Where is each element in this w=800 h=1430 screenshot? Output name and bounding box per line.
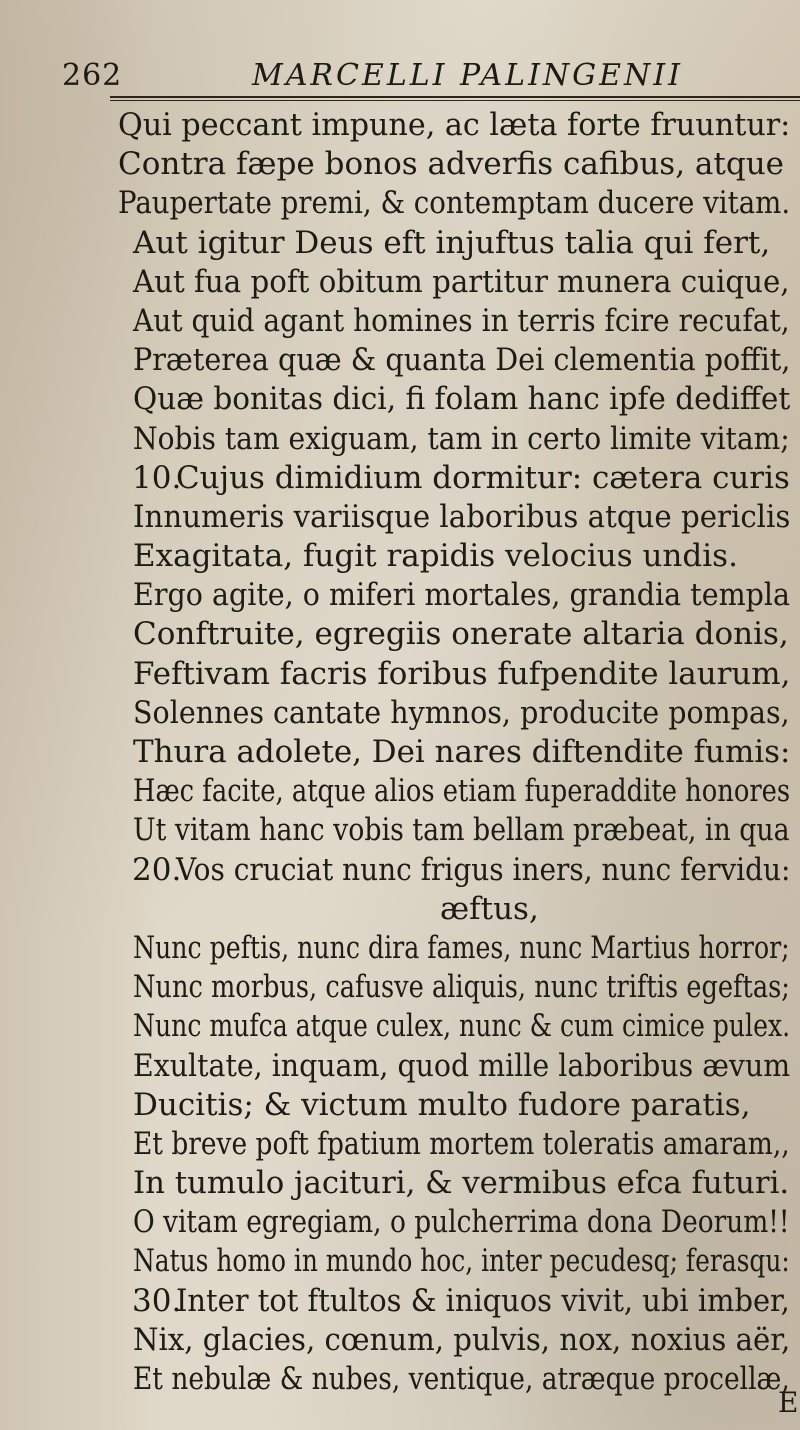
verse-text: Nix, glacies, cœnum, pulvis, nox, noxius aër,: [133, 1321, 791, 1358]
verse-line: [0, 1321, 800, 1360]
verse-line: [0, 1203, 800, 1242]
page-number: 262: [62, 58, 123, 93]
verse-text: Thura adolete, Dei nares diftendite fumis:: [133, 734, 791, 770]
verse-line: [0, 420, 800, 459]
verse-block: [0, 106, 800, 1399]
verse-text: Aut fua poft obitum partitur munera cuique,: [133, 263, 790, 300]
verse-text: Exultate, inquam, quod mille laboribus ævum: [133, 1047, 791, 1084]
verse-text: Præterea quæ & quanta Dei clementia poffit,: [133, 342, 791, 379]
verse-line: [0, 811, 800, 850]
verse-line: [0, 1360, 800, 1399]
verse-text: Cujus dimidium dormitur: cætera curis: [176, 459, 790, 496]
verse-text: In tumulo jacituri, & vermibus efca futuri.: [133, 1165, 790, 1202]
verse-text: Hæc facite, atque alios etiam fuperaddite honores: [133, 773, 791, 810]
verse-line: [0, 459, 800, 498]
verse-line: [0, 224, 800, 263]
verse-line: [0, 1007, 800, 1046]
verse-line: [0, 1086, 800, 1125]
verse-line: [0, 968, 800, 1007]
verse-text: Contra fæpe bonos adverfis cafibus, atque: [118, 146, 785, 183]
verse-line: [0, 145, 800, 184]
verse-text: Nunc mufca atque culex, nunc & cum cimice pulex.: [133, 1008, 791, 1045]
verse-line: [0, 929, 800, 968]
verse-text: Ut vitam hanc vobis tam bellam præbeat, in qua: [133, 812, 790, 849]
verse-line: [0, 302, 800, 341]
verse-text: Ducitis; & victum multo fudore paratis,: [133, 1086, 751, 1123]
verse-line: [0, 537, 800, 576]
verse-line: [0, 1164, 800, 1203]
verse-line: [0, 1125, 800, 1164]
verse-text: Nunc morbus, cafusve aliquis, nunc triftis egeftas;: [133, 969, 790, 1006]
verse-line: [0, 851, 800, 890]
verse-line: [0, 106, 800, 145]
line-number: 30.: [132, 1282, 182, 1319]
verse-line: [0, 694, 800, 733]
line-number: 20.: [132, 851, 182, 888]
verse-line: [0, 733, 800, 772]
verse-text: Natus homo in mundo hoc, inter pecudesq; ferasqu:: [133, 1243, 790, 1280]
verse-line: [0, 380, 800, 419]
verse-line: [0, 890, 800, 929]
verse-text: Quæ bonitas dici, fi folam hanc ipfe dediffet: [133, 381, 791, 418]
header-rule: [110, 96, 800, 101]
verse-text: Et nebulæ & nubes, ventique, atræque procellæ,: [133, 1361, 790, 1397]
verse-text: Aut quid agant homines in terris fcire recufat,: [133, 302, 790, 339]
verse-line: [0, 341, 800, 380]
verse-text: Qui peccant impune, ac læta forte fruuntur:: [118, 107, 791, 143]
verse-text: Nunc peftis, nunc dira fames, nunc Martius horror;: [133, 929, 790, 966]
verse-line: [0, 655, 800, 694]
verse-text: Inter tot ftultos & iniquos vivit, ubi imber,: [176, 1282, 790, 1319]
verse-text: æftus,: [440, 890, 539, 927]
verse-text: Vos cruciat nunc frigus iners, nunc fervidu:: [176, 851, 791, 888]
verse-text: Paupertate premi, & contemptam ducere vitam.: [118, 185, 791, 222]
verse-line: [0, 1282, 800, 1321]
verse-line: [0, 263, 800, 302]
verse-line: [0, 498, 800, 537]
verse-text: Feftivam facris foribus fufpendite laurum,: [133, 655, 791, 692]
verse-line: [0, 184, 800, 223]
verse-text: Nobis tam exiguam, tam in certo limite vitam;: [133, 420, 790, 457]
verse-text: Ergo agite, o miferi mortales, grandia templa: [133, 577, 791, 614]
catchword: E: [778, 1386, 799, 1419]
running-title: MARCELLI PALINGENII: [252, 58, 683, 93]
verse-text: Conftruite, egregiis onerate altaria donis,: [133, 616, 789, 653]
verse-text: Innumeris variisque laboribus atque periclis: [133, 498, 791, 535]
line-number: 10.: [132, 459, 182, 496]
verse-text: Solennes cantate hymnos, producite pompas,: [133, 694, 790, 731]
verse-line: [0, 576, 800, 615]
verse-text: Et breve poft fpatium mortem toleratis amaram,,: [133, 1125, 790, 1162]
verse-text: Exagitata, fugit rapidis velocius undis.: [133, 538, 738, 575]
verse-text: O vitam egregiam, o pulcherrima dona Deorum!!: [133, 1204, 790, 1241]
verse-line: [0, 615, 800, 654]
verse-line: [0, 772, 800, 811]
verse-text: Aut igitur Deus eft injuftus talia qui fert,: [133, 224, 771, 261]
verse-line: [0, 1242, 800, 1281]
verse-line: [0, 1047, 800, 1086]
